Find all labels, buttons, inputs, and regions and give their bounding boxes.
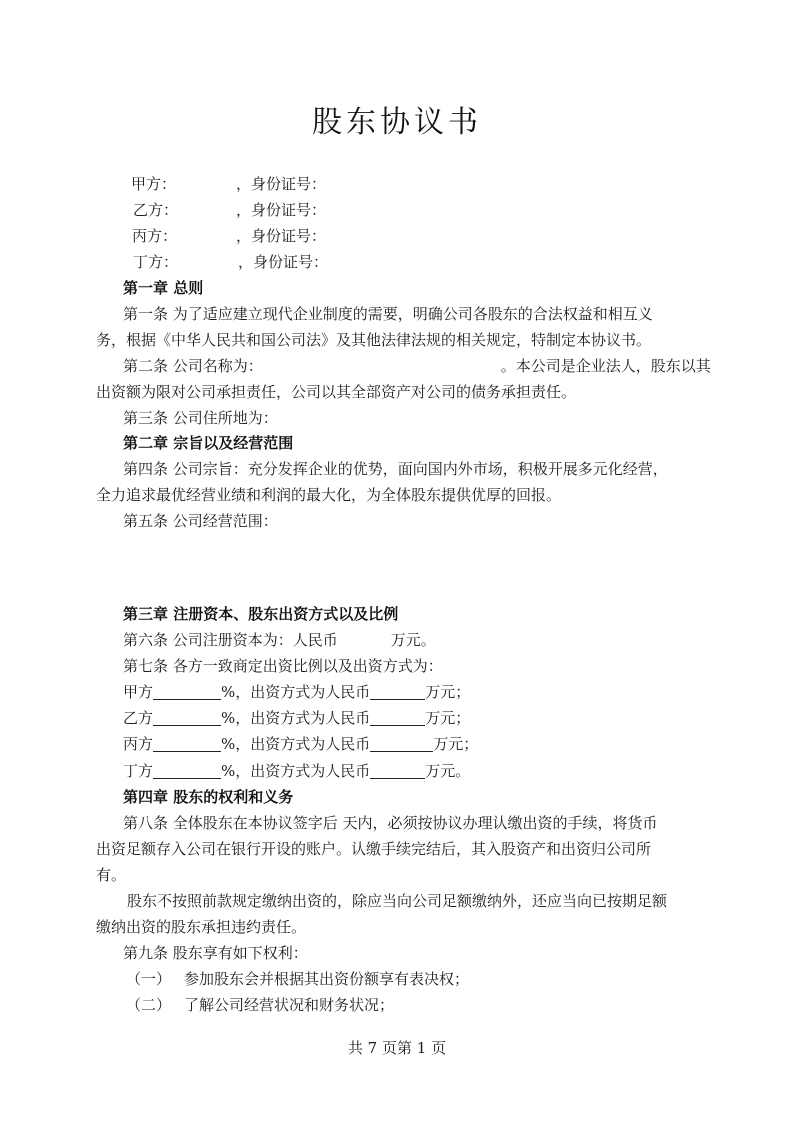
amount-blank — [370, 708, 425, 726]
contribution-party: 甲方 — [123, 683, 154, 701]
contribution-row-ding — [123, 758, 470, 784]
id-label: ，身份证号： — [236, 201, 327, 219]
list-number: （二） — [126, 996, 172, 1014]
party-label: 丁方： — [133, 253, 179, 271]
article-2-line-1 — [123, 353, 711, 379]
right-item-2 — [126, 992, 394, 1018]
chapter-4-heading: 第四章 股东的权利和义务 — [123, 788, 294, 806]
right-item-1 — [126, 966, 469, 992]
percent-blank — [153, 708, 221, 726]
list-text: 了解公司经营状况和财务状况； — [184, 996, 395, 1014]
article-6-prefix: 第六条 公司注册资本为：人民币 — [123, 631, 338, 649]
contribution-unit: 万元； — [433, 735, 479, 753]
article-2-suffix: 。本公司是企业法人，股东以其 — [500, 357, 711, 375]
contribution-unit: 万元； — [425, 683, 471, 701]
contribution-unit: 万元。 — [425, 762, 471, 780]
contribution-row-bing — [123, 731, 478, 757]
chapter-1-heading: 第一章 总则 — [123, 279, 204, 297]
article-7: 第七条 各方一致商定出资比例以及出资方式为： — [123, 657, 443, 675]
article-6 — [123, 627, 436, 653]
contribution-row-jia — [123, 679, 470, 705]
article-6-suffix: 万元。 — [390, 631, 436, 649]
chapter-3-heading: 第三章 注册资本、股东出资方式以及比例 — [123, 605, 399, 623]
percent-blank — [153, 761, 221, 779]
list-number: （一） — [126, 970, 172, 988]
contribution-row-yi — [123, 705, 470, 731]
penalty-line-1: 股东不按照前款规定缴纳出资的，除应当向公司足额缴纳外，还应当向已按期足额 — [127, 892, 668, 910]
article-3: 第三条 公司住所地为： — [123, 409, 278, 427]
article-8-line-3: 有。 — [96, 866, 127, 884]
contribution-party: 丙方 — [123, 735, 154, 753]
party-label: 乙方： — [133, 201, 179, 219]
percent-blank — [153, 734, 221, 752]
amount-blank — [370, 734, 433, 752]
list-text: 参加股东会并根据其出资份额享有表决权； — [184, 970, 470, 988]
party-line-jia — [131, 171, 326, 197]
document-title: 股东协议书 — [312, 105, 482, 140]
article-9: 第九条 股东享有如下权利： — [123, 944, 308, 962]
contribution-party: 乙方 — [123, 709, 154, 727]
contribution-method: %，出资方式为人民币 — [221, 735, 371, 753]
contribution-method: %，出资方式为人民币 — [221, 709, 371, 727]
article-8-line-2: 出资足额存入公司在银行开设的账户。认缴手续完结后，其入股资产和出资归公司所 — [96, 840, 652, 858]
party-line-bing — [132, 223, 326, 249]
amount-blank — [370, 682, 425, 700]
id-label: ，身份证号： — [238, 253, 329, 271]
percent-blank — [153, 682, 221, 700]
article-2-line-2: 出资额为限对公司承担责任，公司以其全部资产对公司的债务承担责任。 — [96, 383, 577, 401]
contribution-method: %，出资方式为人民币 — [221, 683, 371, 701]
party-line-ding — [133, 249, 328, 275]
amount-blank — [370, 761, 425, 779]
party-label: 丙方： — [132, 227, 178, 245]
contribution-party: 丁方 — [123, 762, 154, 780]
contribution-method: %，出资方式为人民币 — [221, 762, 371, 780]
page-footer: 共 7 页第 1 页 — [347, 1039, 447, 1057]
article-2-prefix: 第二条 公司名称为： — [123, 357, 263, 375]
article-4-line-2: 全力追求最优经营业绩和利润的最大化，为全体股东提供优厚的回报。 — [96, 486, 562, 504]
article-8-line-1: 第八条 全体股东在本协议签字后 天内，必须按协议办理认缴出资的手续，将货币 — [123, 814, 658, 832]
party-label: 甲方： — [131, 175, 177, 193]
article-1-line-1: 第一条 为了适应建立现代企业制度的需要，明确公司各股东的合法权益和相互义 — [123, 305, 653, 323]
article-1-line-2: 务，根据《中华人民共和国公司法》及其他法律法规的相关规定，特制定本协议书。 — [96, 331, 652, 349]
contribution-unit: 万元； — [425, 709, 471, 727]
penalty-line-2: 缴纳出资的股东承担违约责任。 — [96, 918, 307, 936]
article-4-line-1: 第四条 公司宗旨：充分发挥企业的优势，面向国内外市场，积极开展多元化经营， — [123, 460, 668, 478]
party-line-yi — [133, 197, 326, 223]
article-5: 第五条 公司经营范围： — [123, 512, 278, 530]
chapter-2-heading: 第二章 宗旨以及经营范围 — [123, 434, 294, 452]
id-label: ，身份证号： — [236, 175, 327, 193]
id-label: ，身份证号： — [236, 227, 327, 245]
